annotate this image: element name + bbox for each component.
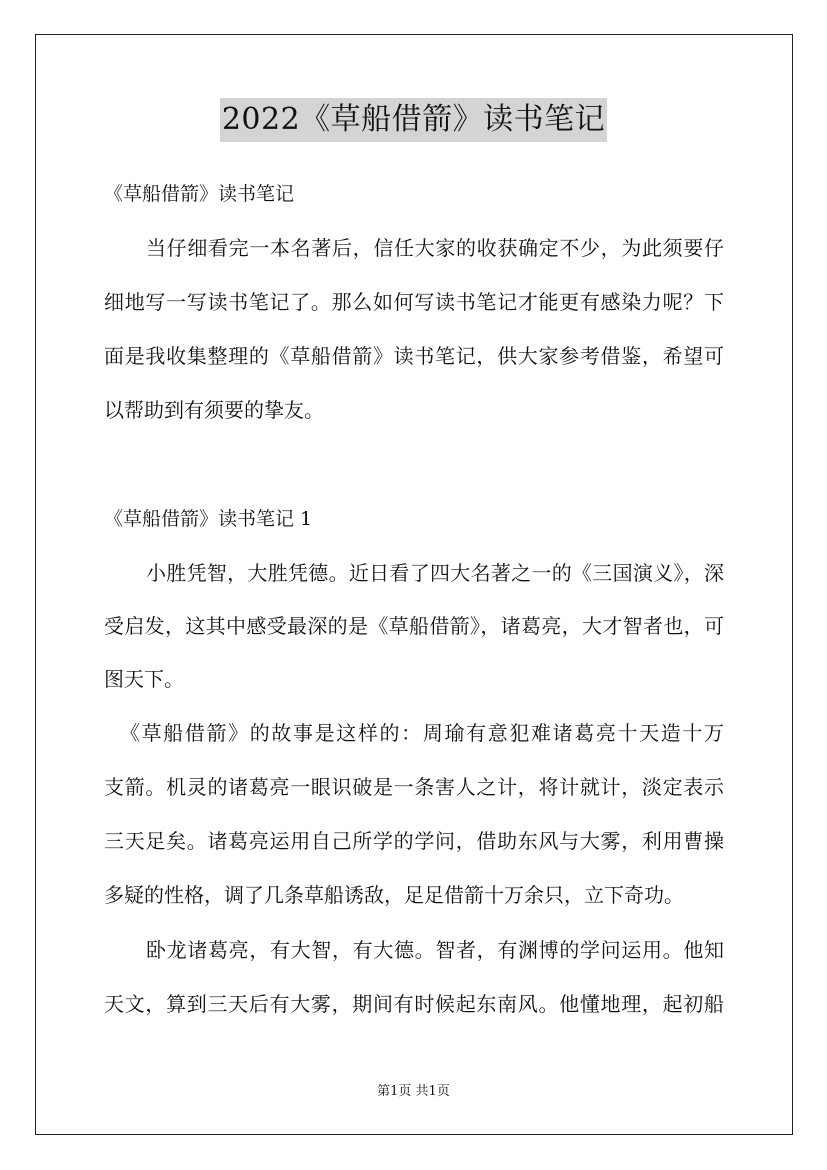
paragraph-line: 受启发，这其中感受最深的是《草船借箭》，诸葛亮，大才智者也，可 <box>104 614 724 638</box>
document-title: 2022《草船借箭》读书笔记 <box>220 98 607 142</box>
document-title-wrapper <box>0 98 827 142</box>
page-footer: 第1页 共1页 <box>377 1084 450 1099</box>
intro-line: 细地写一写读书笔记了。那么如何写读书笔记才能更有感染力呢？下 <box>104 290 724 314</box>
paragraph-line: 小胜凭智，大胜凭德。近日看了四大名著之一的《三国演义》，深 <box>146 561 724 585</box>
paragraph-line: 支箭。机灵的诸葛亮一眼识破是一条害人之计，将计就计，淡定表示 <box>104 775 724 799</box>
paragraph-line: 《草船借箭》的故事是这样的：周瑜有意犯难诸葛亮十天造十万 <box>120 721 724 745</box>
intro-line: 当仔细看完一本名著后，信任大家的收获确定不少，为此须要仔 <box>146 236 724 260</box>
intro-line: 面是我收集整理的《草船借箭》读书笔记，供大家参考借鉴，希望可 <box>104 344 724 368</box>
intro-heading: 《草船借箭》读书笔记 <box>104 183 295 205</box>
intro-line: 以帮助到有须要的挚友。 <box>104 398 324 422</box>
paragraph-line: 图天下。 <box>104 667 184 691</box>
paragraph-line: 卧龙诸葛亮，有大智，有大德。智者，有渊博的学问运用。他知 <box>146 938 724 962</box>
paragraph-line: 天文，算到三天后有大雾，期间有时候起东南风。他懂地理，起初船 <box>104 992 724 1016</box>
paragraph-line: 三天足矣。诸葛亮运用自己所学的学问，借助东风与大雾，利用曹操 <box>104 829 724 853</box>
paragraph-line: 多疑的性格，调了几条草船诱敌，足足借箭十万余只，立下奇功。 <box>104 883 684 907</box>
section-heading: 《草船借箭》读书笔记 1 <box>104 508 313 530</box>
